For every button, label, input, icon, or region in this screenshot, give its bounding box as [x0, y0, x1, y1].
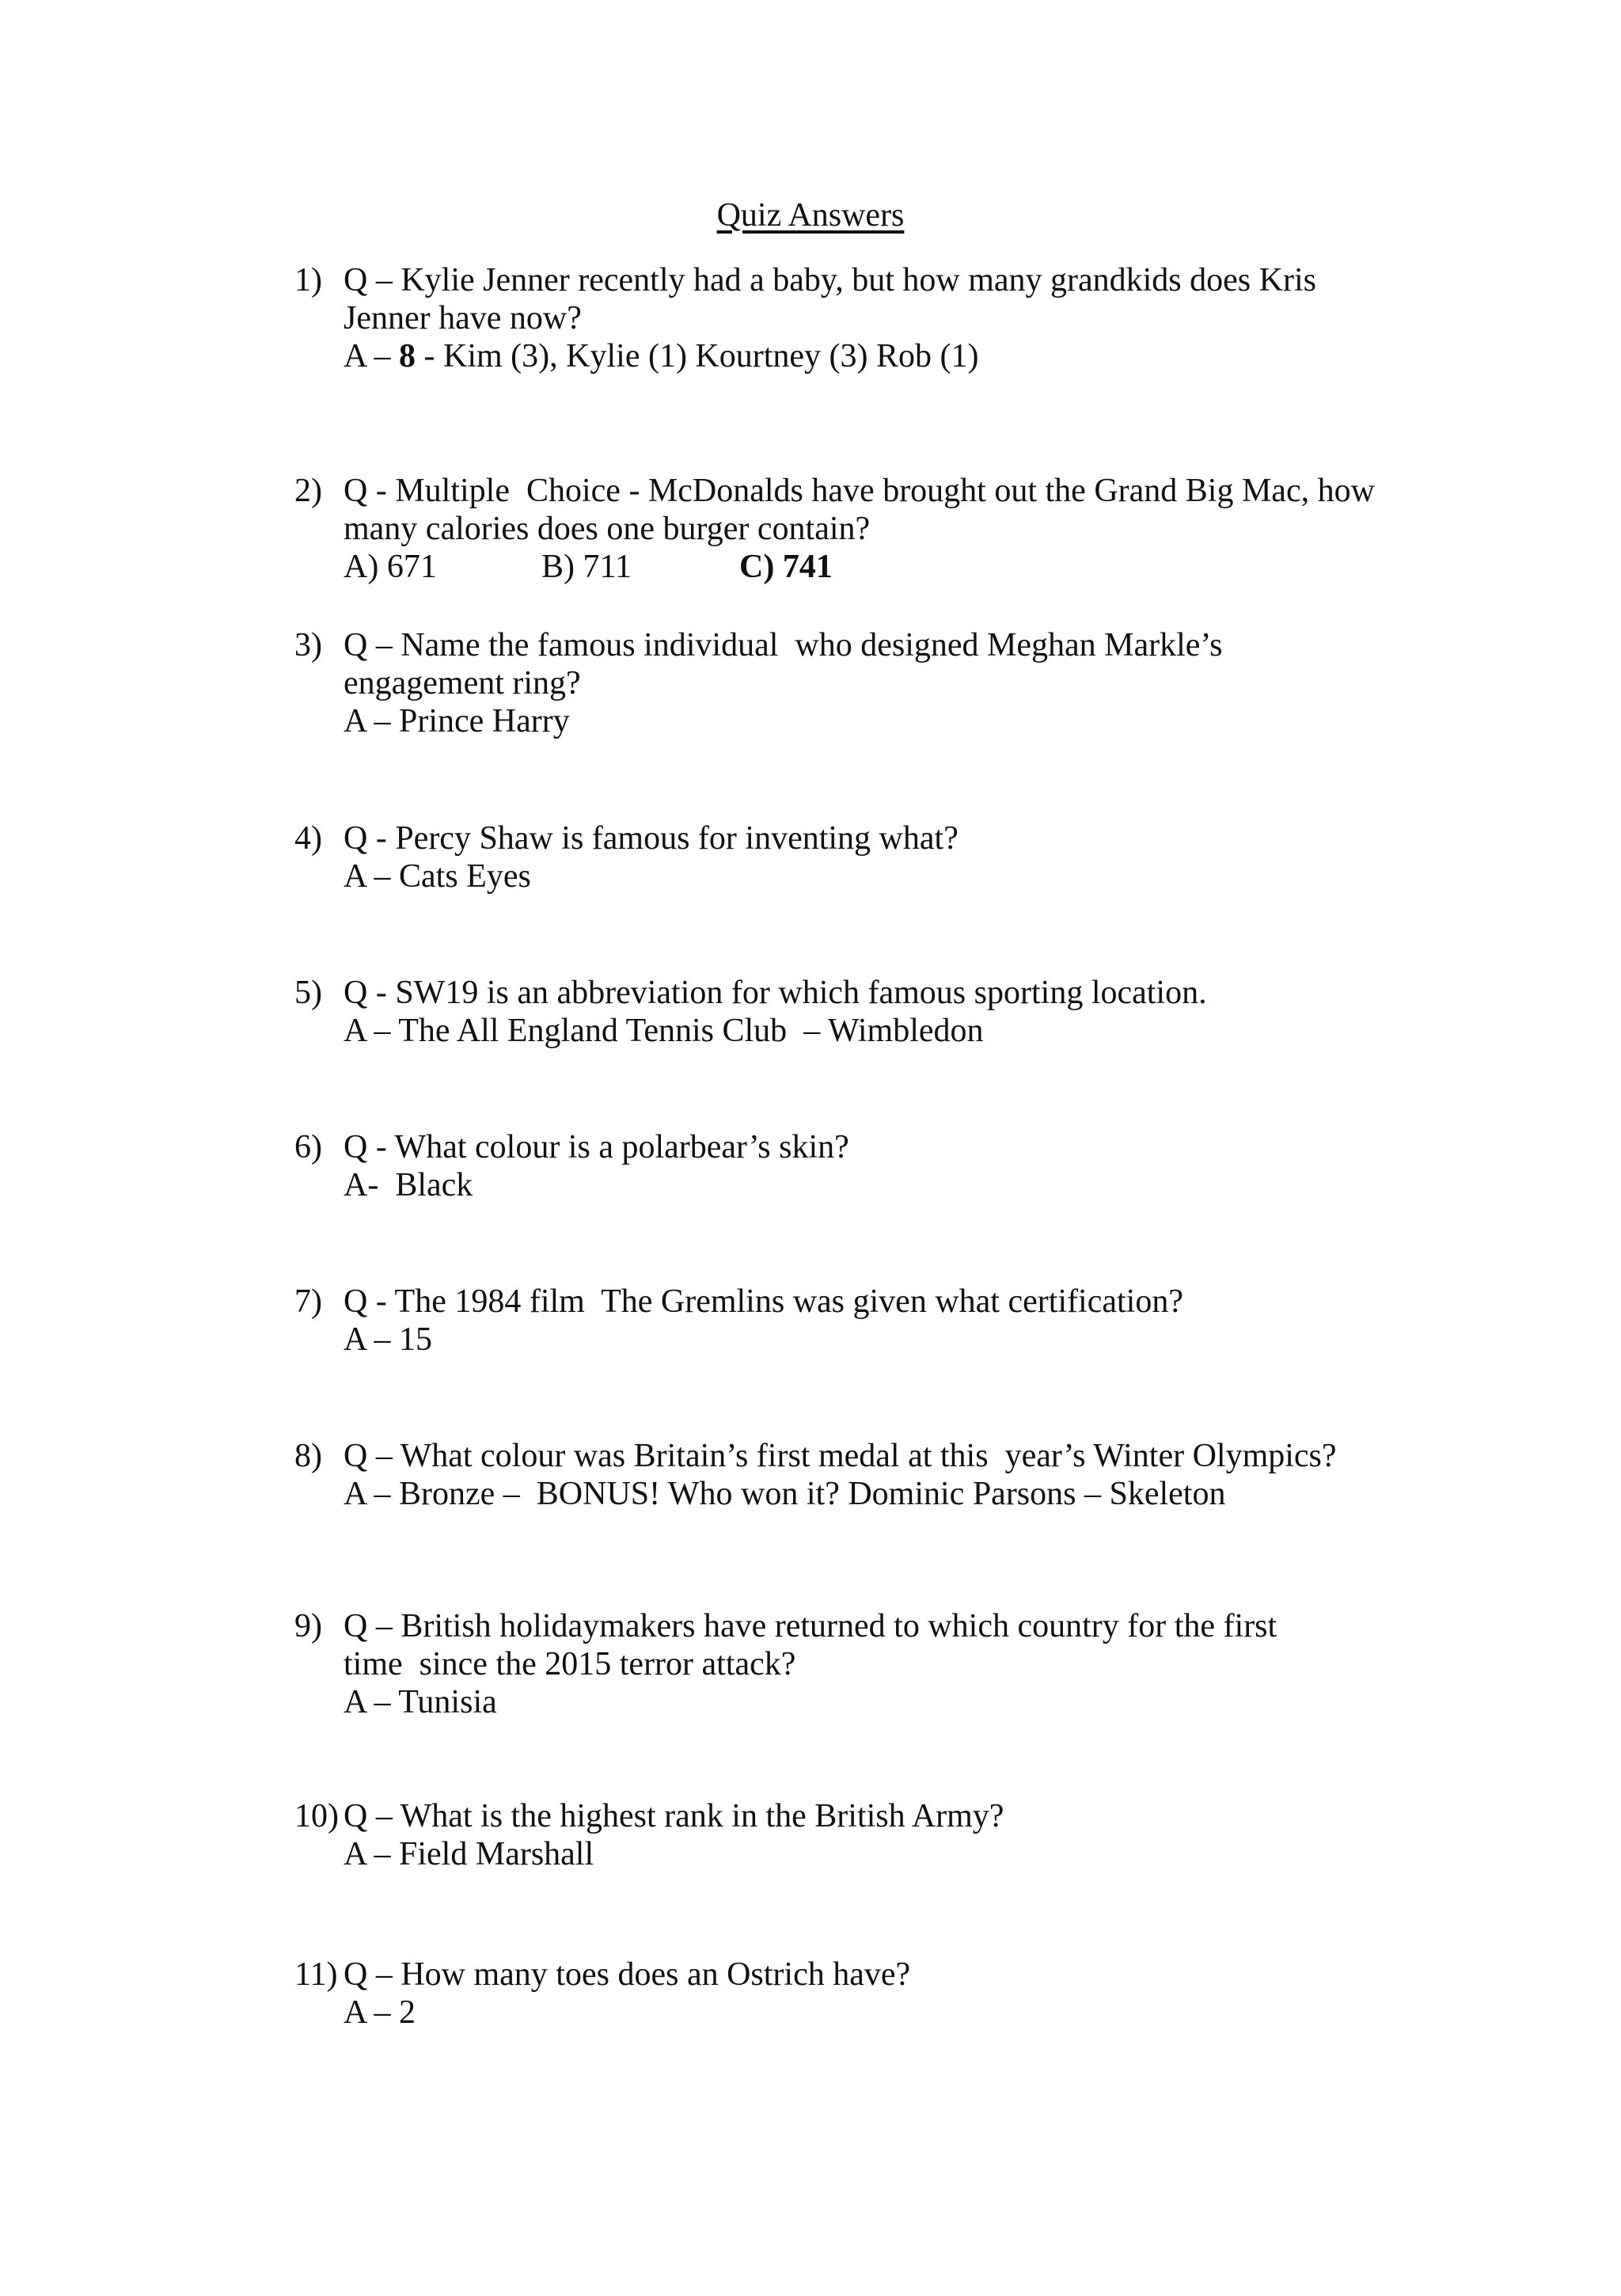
question-number: 8): [294, 1438, 322, 1474]
answer-text: [344, 337, 1428, 375]
answer-detail: - Kim (3), Kylie (1) Kourtney (3) Rob (1): [416, 338, 979, 374]
question-text-line: Q - Multiple Choice - McDonalds have brought out the Grand Big Mac, how: [344, 473, 1375, 509]
question-number: 2): [294, 473, 322, 509]
page-title: Quiz Answers: [716, 197, 905, 234]
question-text-line: engagement ring?: [344, 665, 581, 701]
question-text-line: Q – How many toes does an Ostrich have?: [344, 1956, 911, 1993]
question-text-line: Q - SW19 is an abbreviation for which famous sporting location.: [344, 975, 1207, 1011]
question-text-line: time since the 2015 terror attack?: [344, 1646, 796, 1682]
answer-prefix: A –: [344, 338, 400, 374]
question-number: 6): [294, 1129, 322, 1165]
question-number: 7): [294, 1283, 322, 1320]
answer-text: A- Black: [344, 1167, 473, 1203]
question-number: 3): [294, 627, 322, 663]
question-text-line: many calories does one burger contain?: [344, 511, 871, 547]
question-number: 11): [294, 1956, 338, 1993]
answer-text: A – 2: [344, 1994, 416, 2031]
question-number: 9): [294, 1608, 322, 1644]
answer-text: A – Tunisia: [344, 1684, 497, 1720]
question-number: 10): [294, 1798, 339, 1834]
answer-text: A – The All England Tennis Club – Wimbledon: [344, 1013, 984, 1049]
question-text-line: Q – British holidaymakers have returned to which country for the first: [344, 1608, 1277, 1644]
question-text-line: Q – Name the famous individual who designed Meghan Markle’s: [344, 627, 1223, 663]
question-text-line: Q – What colour was Britain’s first medal at this year’s Winter Olympics?: [344, 1438, 1337, 1474]
choice-b: B) 711: [541, 549, 632, 585]
choice-c-correct: C) 741: [739, 549, 833, 585]
question-number: 4): [294, 820, 322, 857]
answer-text: A – Bronze – BONUS! Who won it? Dominic Parsons – Skeleton: [344, 1476, 1226, 1512]
answer-text: A – 15: [344, 1321, 433, 1358]
answer-text: A – Field Marshall: [344, 1836, 594, 1872]
answer-highlight: 8: [399, 338, 416, 374]
question-text-line: Q - Percy Shaw is famous for inventing what?: [344, 820, 959, 857]
choice-a: A) 671: [344, 549, 437, 585]
question-text-line: Q – Kylie Jenner recently had a baby, but how many grandkids does Kris: [344, 262, 1316, 298]
question-text-line: Q - What colour is a polarbear’s skin?: [344, 1129, 849, 1165]
answer-choices: [344, 548, 1428, 586]
question-number: 5): [294, 975, 322, 1011]
question-text-line: Q - The 1984 film The Gremlins was given what certification?: [344, 1283, 1183, 1320]
question-number: 1): [294, 262, 322, 298]
question-text-line: Jenner have now?: [344, 300, 582, 336]
question-text-line: Q – What is the highest rank in the British Army?: [344, 1798, 1004, 1834]
answer-text: A – Prince Harry: [344, 703, 570, 739]
answer-text: A – Cats Eyes: [344, 858, 531, 895]
